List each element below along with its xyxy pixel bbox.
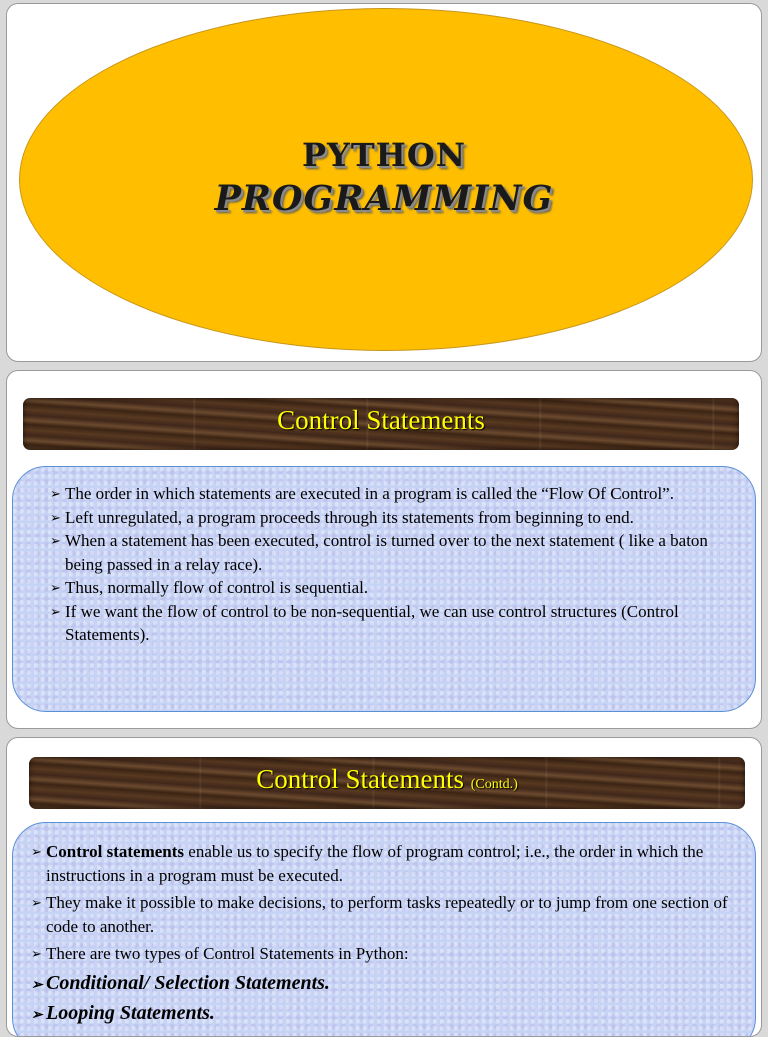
slide-subtitle: (Contd.) [470, 777, 518, 792]
arrow-bullet-icon: ➢ [31, 946, 42, 961]
bullet-text: enable us to specify the flow of program control; i.e., the order in which the instructions in a program must be executed. [46, 842, 704, 885]
arrow-bullet-icon: ➢ [31, 895, 42, 910]
arrow-bullet-icon: ➢ [31, 844, 42, 859]
arrow-bullet-icon: ➢ [50, 509, 61, 525]
content-box [12, 822, 756, 1037]
slide-banner [23, 398, 739, 450]
bullet-text: Looping Statements. [46, 1001, 215, 1024]
bullet-text: The order in which statements are executed in a program is called the “Flow Of Control”. [65, 484, 674, 503]
arrow-bullet-icon: ➢ [31, 1007, 43, 1023]
list-item [31, 942, 743, 966]
slide-title: Control Statements [277, 405, 485, 435]
list-item [50, 600, 740, 647]
control-statements-contd-slide [6, 737, 762, 1037]
bullet-text: There are two types of Control Statements in Python: [46, 944, 409, 963]
list-item [50, 506, 740, 530]
bullet-text: They make it possible to make decisions, to perform tasks repeatedly or to jump from one section of code to another. [46, 893, 728, 936]
list-item [50, 529, 740, 576]
arrow-bullet-icon: ➢ [50, 603, 61, 619]
bullet-text: Thus, normally flow of control is sequential. [65, 578, 369, 597]
control-statements-slide [6, 370, 762, 729]
arrow-bullet-icon: ➢ [31, 977, 43, 993]
bullet-list [50, 482, 740, 647]
arrow-bullet-icon: ➢ [50, 486, 61, 501]
slide-title [256, 764, 518, 795]
bullet-bold-term: Control statements [46, 842, 185, 861]
slide-title-text: Control Statements [256, 764, 464, 794]
arrow-bullet-icon: ➢ [50, 533, 61, 548]
slide-banner [29, 757, 745, 809]
bullet-text: When a statement has been executed, control is turned over to the next statement ( like a baton being passed in a relay race). [65, 531, 708, 574]
bullet-text: If we want the flow of control to be non-sequential, we can use control structures (Control Statements). [65, 601, 679, 644]
list-item [50, 482, 740, 506]
bullet-text: Conditional/ Selection Statements. [46, 971, 330, 994]
content-box [12, 466, 756, 712]
list-item [50, 576, 740, 600]
list-item [31, 1000, 743, 1026]
list-item [31, 970, 743, 996]
bullet-list [31, 840, 743, 1030]
list-item [31, 840, 743, 887]
arrow-bullet-icon: ➢ [50, 580, 61, 595]
title-line-python: PYTHON [301, 136, 467, 174]
bullet-text: Left unregulated, a program proceeds through its statements from beginning to end. [65, 507, 634, 527]
title-slide [6, 3, 762, 362]
title-line-programming: PROGRAMMING [214, 178, 554, 219]
list-item [31, 891, 743, 938]
